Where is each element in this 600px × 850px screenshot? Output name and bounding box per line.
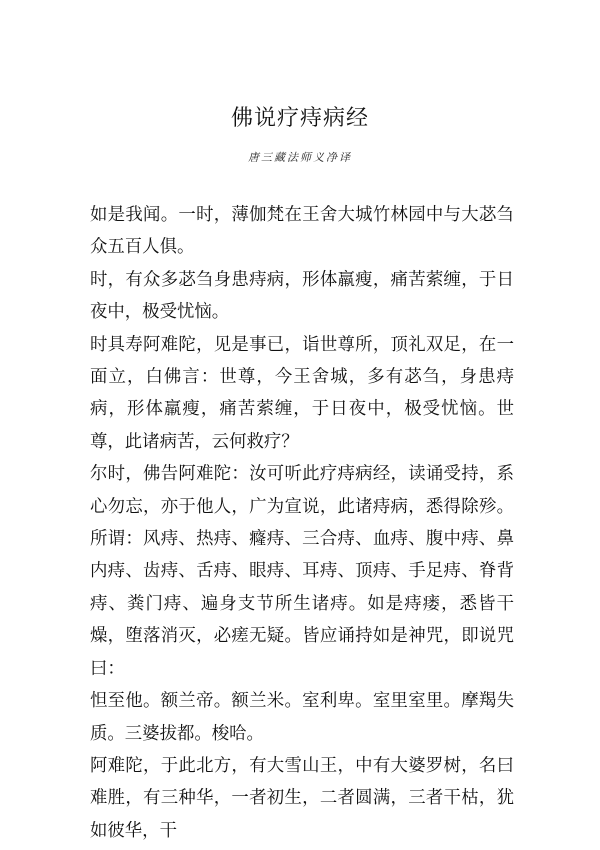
document-body [90, 199, 514, 847]
document-title: 佛说疗痔病经 [230, 106, 369, 131]
paragraph: 怛至他。额兰帝。额兰米。室利卑。室里室里。摩羯失质。三婆拔都。梭哈。 [90, 691, 514, 744]
paragraph: 阿难陀，于此北方，有大雪山王，中有大婆罗树，名曰难胜，有三种华，一者初生，二者圆满，三者干枯，犹如彼华，干 [90, 755, 514, 841]
paragraph: 尔时，佛告阿难陀：汝可听此疗痔病经，读诵受持，系心勿忘，亦于他人，广为宣说，此诸痔病，悉得除殄。所谓：风痔、热痔、癃痔、三合痔、血痔、腹中痔、鼻内痔、齿痔、舌痔、眼痔、耳痔、顶痔、手足痔、脊背痔、粪门痔、遍身支节所生诸痔。如是痔瘘，悉皆干燥，堕落消灭，必瘥无疑。皆应诵持如是神咒，即说咒曰： [90, 464, 514, 679]
paragraph: 如是我闻。一时，薄伽梵在王舍大城竹林园中与大苾刍众五百人俱。 [90, 205, 514, 258]
document-subtitle: 唐三藏法师义净译 [248, 151, 352, 164]
paragraph: 时，有众多苾刍身患痔病，形体羸瘦，痛苦萦缠，于日夜中，极受忧恼。 [90, 269, 514, 323]
paragraph: 时具寿阿难陀，见是事已，诣世尊所，顶礼双足，在一面立，白佛言：世尊，今王舍城，多有苾刍，身患痔病，形体羸瘦，痛苦萦缠，于日夜中，极受忧恼。世尊，此诸病苦，云何救疗？ [90, 334, 514, 452]
